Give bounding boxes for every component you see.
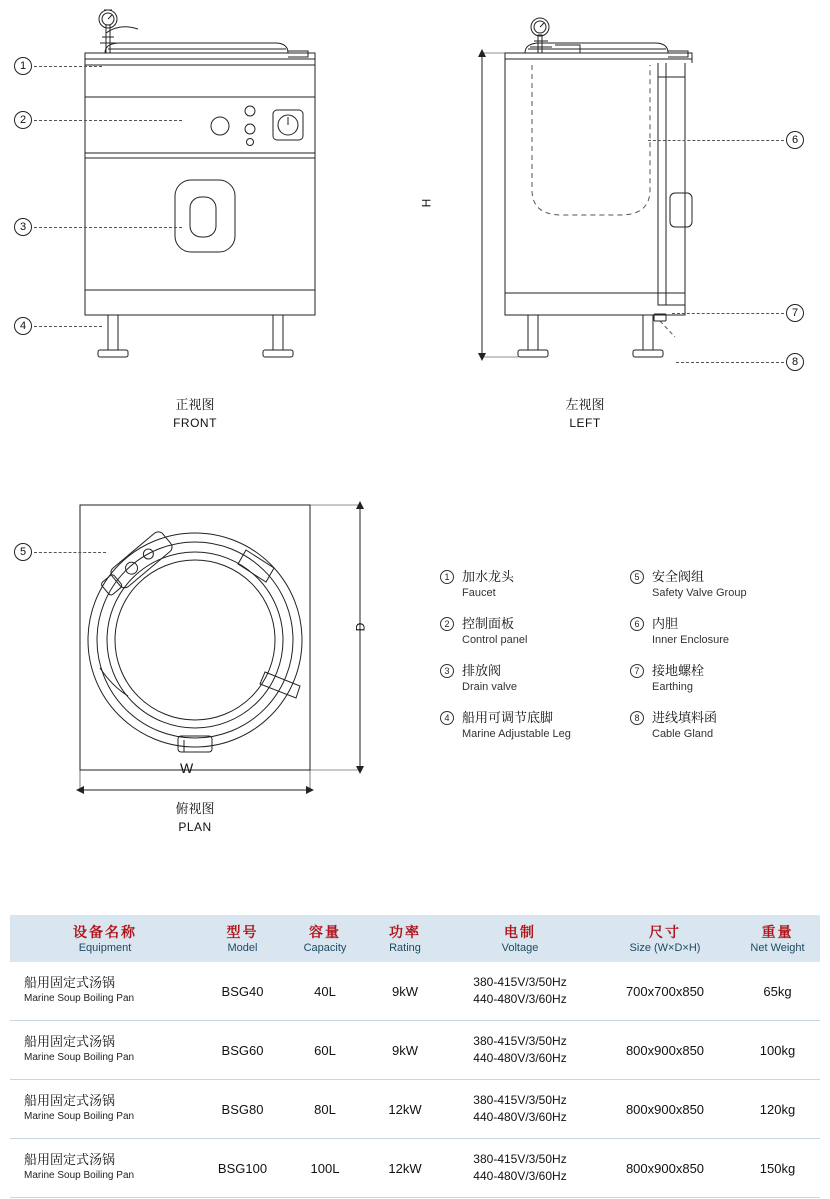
column-header-en: Size (W×D×H) xyxy=(629,942,701,954)
cell-voltage-line1: 380-415V/3/50Hz xyxy=(473,1093,567,1107)
column-header-en: Equipment xyxy=(78,942,132,954)
column-header-rating xyxy=(365,915,445,962)
legend-item-marine-adjustable-leg xyxy=(440,709,620,742)
cell-equipment-cn: 船用固定式汤锅 xyxy=(24,1034,116,1049)
cell-weight: 120kg xyxy=(735,1080,820,1139)
column-header-size xyxy=(595,915,735,962)
callout-7-leader xyxy=(672,313,784,314)
front-view-caption-cn: 正视图 xyxy=(175,397,215,412)
width-dimension-label: W xyxy=(180,760,194,776)
legend-number-icon: 1 xyxy=(440,570,454,584)
callout-4: 4 xyxy=(14,317,32,335)
cell-capacity: 100L xyxy=(285,1139,365,1198)
depth-dimension-label: D xyxy=(353,622,368,632)
cell-voltage-line2: 440-480V/3/60Hz xyxy=(473,1169,567,1183)
callout-5: 5 xyxy=(14,543,32,561)
cell-equipment-en: Marine Soup Boiling Pan xyxy=(24,1052,135,1063)
cell-model: BSG80 xyxy=(200,1080,285,1139)
cell-voltage xyxy=(445,962,595,1021)
plan-view-caption-en: PLAN xyxy=(178,820,212,834)
legend-label-cn: 安全阀组 xyxy=(652,569,705,584)
cell-size: 800x900x850 xyxy=(595,1080,735,1139)
legend-column-1 xyxy=(440,568,620,756)
plan-view-drawing xyxy=(60,490,400,810)
cell-voltage-line2: 440-480V/3/60Hz xyxy=(473,992,567,1006)
front-view-caption-en: FRONT xyxy=(173,416,217,430)
column-header-cn: 电制 xyxy=(504,924,536,940)
legend-label-cn: 进线填料函 xyxy=(652,710,718,725)
cell-model: BSG40 xyxy=(200,962,285,1021)
cell-size: 800x900x850 xyxy=(595,1139,735,1198)
legend-label-en: Safety Valve Group xyxy=(652,587,747,599)
legend-number-icon: 5 xyxy=(630,570,644,584)
legend-label-cn: 排放阀 xyxy=(462,663,502,678)
callout-5-leader xyxy=(34,552,106,553)
cell-model: BSG100 xyxy=(200,1139,285,1198)
callout-8: 8 xyxy=(786,353,804,371)
plan-view-caption xyxy=(115,800,275,836)
callout-2: 2 xyxy=(14,111,32,129)
front-view-caption xyxy=(115,396,275,432)
cell-voltage-line1: 380-415V/3/50Hz xyxy=(473,1152,567,1166)
column-header-cn: 容量 xyxy=(309,924,341,940)
legend-label-cn: 加水龙头 xyxy=(462,569,515,584)
column-header-cn: 型号 xyxy=(226,924,259,940)
legend-label-en: Cable Gland xyxy=(652,728,714,740)
cell-weight: 65kg xyxy=(735,962,820,1021)
legend-label-cn: 船用可调节底脚 xyxy=(462,710,554,725)
legend-column-2 xyxy=(630,568,810,756)
callout-6: 6 xyxy=(786,131,804,149)
callout-3-leader xyxy=(34,227,182,228)
legend-item-control-panel xyxy=(440,615,620,648)
cell-equipment xyxy=(10,1021,200,1080)
cell-rating: 9kW xyxy=(365,1021,445,1080)
legend-label-en: Control panel xyxy=(462,634,528,646)
cell-equipment xyxy=(10,1139,200,1198)
table-body xyxy=(10,962,820,1198)
left-view-caption-cn: 左视图 xyxy=(565,397,605,412)
cell-equipment xyxy=(10,962,200,1021)
column-header-en: Voltage xyxy=(501,942,539,954)
legend-number-icon: 7 xyxy=(630,664,644,678)
cell-rating: 9kW xyxy=(365,962,445,1021)
column-header-capacity xyxy=(285,915,365,962)
cell-voltage-line1: 380-415V/3/50Hz xyxy=(473,975,567,989)
legend-label-cn: 接地螺栓 xyxy=(652,663,705,678)
legend-label-cn: 内胆 xyxy=(652,616,679,631)
callout-4-leader xyxy=(34,326,102,327)
callout-1: 1 xyxy=(14,57,32,75)
table-row xyxy=(10,1139,820,1198)
left-view-caption-en: LEFT xyxy=(569,416,601,430)
column-header-cn: 设备名称 xyxy=(73,924,137,940)
column-header-en: Model xyxy=(227,942,258,954)
callout-8-leader xyxy=(676,362,784,363)
legend-number-icon: 3 xyxy=(440,664,454,678)
callout-6-leader xyxy=(648,140,784,141)
cell-voltage-line2: 440-480V/3/60Hz xyxy=(473,1110,567,1124)
table-row xyxy=(10,1021,820,1080)
cell-capacity: 60L xyxy=(285,1021,365,1080)
legend-item-earthing xyxy=(630,662,810,695)
column-header-model xyxy=(200,915,285,962)
callout-7: 7 xyxy=(786,304,804,322)
column-header-voltage xyxy=(445,915,595,962)
cell-capacity: 80L xyxy=(285,1080,365,1139)
legend-label-cn: 控制面板 xyxy=(462,616,515,631)
column-header-equipment xyxy=(10,915,200,962)
legend-label-en: Faucet xyxy=(462,587,496,599)
cell-weight: 100kg xyxy=(735,1021,820,1080)
cell-equipment-cn: 船用固定式汤锅 xyxy=(24,1093,116,1108)
cell-equipment-en: Marine Soup Boiling Pan xyxy=(24,993,135,1004)
cell-voltage xyxy=(445,1021,595,1080)
legend-label-en: Earthing xyxy=(652,681,693,693)
cell-size: 800x900x850 xyxy=(595,1021,735,1080)
cell-rating: 12kW xyxy=(365,1139,445,1198)
table-header xyxy=(10,915,820,962)
cell-equipment-en: Marine Soup Boiling Pan xyxy=(24,1170,135,1181)
cell-voltage xyxy=(445,1080,595,1139)
column-header-en: Net Weight xyxy=(750,942,805,954)
table-header-row xyxy=(10,915,820,962)
cell-equipment-cn: 船用固定式汤锅 xyxy=(24,975,116,990)
cell-equipment-en: Marine Soup Boiling Pan xyxy=(24,1111,135,1122)
table-row xyxy=(10,1080,820,1139)
cell-voltage-line2: 440-480V/3/60Hz xyxy=(473,1051,567,1065)
callout-1-leader xyxy=(34,66,102,67)
front-view-drawing xyxy=(60,5,390,385)
legend-item-cable-gland xyxy=(630,709,810,742)
legend-label-en: Marine Adjustable Leg xyxy=(462,728,571,740)
legend-item-drain-valve xyxy=(440,662,620,695)
cell-rating: 12kW xyxy=(365,1080,445,1139)
height-dimension-label: H xyxy=(419,198,434,208)
plan-view-caption-cn: 俯视图 xyxy=(175,801,215,816)
column-header-cn: 尺寸 xyxy=(649,924,681,940)
legend-number-icon: 8 xyxy=(630,711,644,725)
cell-equipment xyxy=(10,1080,200,1139)
legend-number-icon: 6 xyxy=(630,617,644,631)
cell-voltage xyxy=(445,1139,595,1198)
column-header-cn: 重量 xyxy=(761,924,794,940)
legend-number-icon: 2 xyxy=(440,617,454,631)
callout-2-leader xyxy=(34,120,182,121)
column-header-net-weight xyxy=(735,915,820,962)
legend-item-inner-enclosure xyxy=(630,615,810,648)
legend-label-en: Drain valve xyxy=(462,681,518,693)
left-view-caption xyxy=(505,396,665,432)
column-header-en: Rating xyxy=(389,942,421,954)
column-header-cn: 功率 xyxy=(389,924,421,940)
cell-voltage-line1: 380-415V/3/50Hz xyxy=(473,1034,567,1048)
cell-equipment-cn: 船用固定式汤锅 xyxy=(24,1152,116,1167)
legend-number-icon: 4 xyxy=(440,711,454,725)
table-row xyxy=(10,962,820,1021)
cell-capacity: 40L xyxy=(285,962,365,1021)
legend-label-en: Inner Enclosure xyxy=(652,634,730,646)
left-view-drawing xyxy=(470,5,800,385)
cell-weight: 150kg xyxy=(735,1139,820,1198)
legend-item-safety-valve-group xyxy=(630,568,810,601)
cell-size: 700x700x850 xyxy=(595,962,735,1021)
legend-item-faucet xyxy=(440,568,620,601)
cell-model: BSG60 xyxy=(200,1021,285,1080)
column-header-en: Capacity xyxy=(303,942,347,954)
callout-3: 3 xyxy=(14,218,32,236)
specification-table xyxy=(10,915,820,1198)
